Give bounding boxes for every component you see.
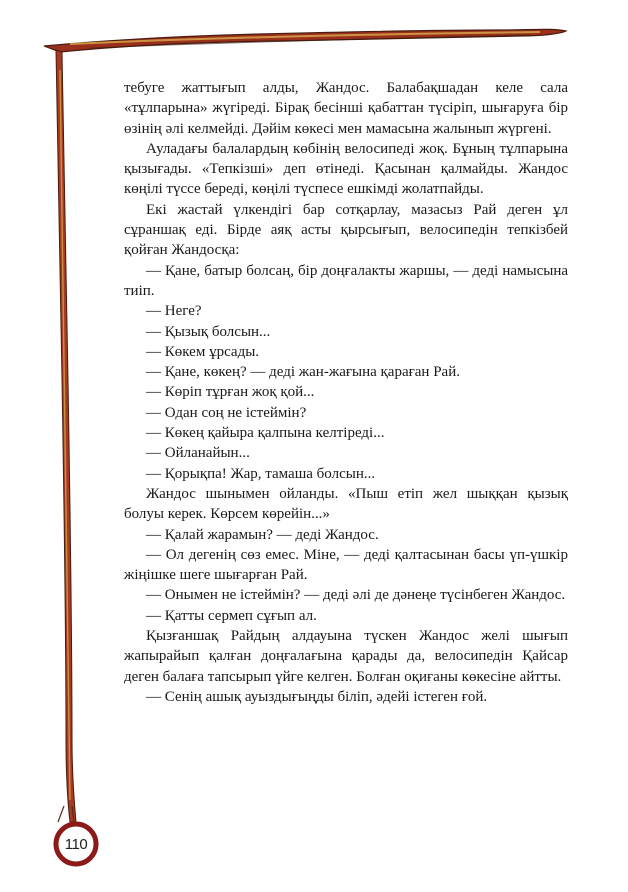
dialog-line: — Неге? xyxy=(146,303,202,320)
dialog-line: — Көкең қайыра қалпына келтіреді... xyxy=(146,425,385,442)
dialog-line: — Сенің ашық ауыздығыңды біліп, әдейі істеген ғой. xyxy=(146,688,488,705)
dialog-line: — Қане, көкең? — деді жан-жағына қараған Рай. xyxy=(146,364,460,381)
dialog-line: — Одан соң не істеймін? xyxy=(146,404,307,421)
page-text xyxy=(124,78,568,707)
dialog-line: — Онымен не істеймін? — деді әлі де дәнеңе түсінбеген Жандос. xyxy=(146,587,566,604)
dialog-line: — Қатты сермеп сұғып ал. xyxy=(146,607,317,624)
dialog-line: — Көріп тұрған жоқ қой... xyxy=(146,384,315,401)
dialog-line: — Қорықпа! Жар, тамаша болсын... xyxy=(146,465,376,482)
paragraph: Қызғаншақ Райдың алдауына түскен Жандос желі шығып жапырайып қалған доңғалағына қарады да, велосипедін Қайсар деген балаға тапсырып үйге келген. Болған оқиғаны көкесіне айтты. xyxy=(124,628,568,685)
dialog-line: — Қалай жарамын? — деді Жандос. xyxy=(146,526,379,543)
top-brush-stroke xyxy=(44,29,566,52)
paragraph: Ауладағы балалардың көбінің велосипеді жоқ. Бұның тұлпарына қызығады. «Тепкізші» деп өтінеді. Қасынан қалмайды. Жандос көңілі түссе береді, көңілі түспесе ешкімді жолатпайды. xyxy=(124,140,568,198)
dialog-line: — Қане, батыр болсаң, бір доңғалакты жаршы, — деді намысына тиіп. xyxy=(124,262,568,299)
page-number-badge xyxy=(54,822,98,866)
left-brush-stroke xyxy=(56,50,76,822)
paragraph: Жандос шынымен ойланды. «Пыш етіп жел шыққан қызық болуы керек. Көрсем көрейін...» xyxy=(124,485,568,523)
dialog-line: — Қызық болсын... xyxy=(146,323,271,340)
paragraph: тебуге жаттығып алды, Жандос. Балабақшадан келе сала «тұлпарына» жүгіреді. Бірақ бесінші қабаттан түсіріп, шығаруға бір өзінің әлі келмейді. Дәйім көкесі мен мамасына жалынып жүргені. xyxy=(124,80,568,137)
dialog-line: — Көкем ұрсады. xyxy=(146,343,260,360)
paragraph: Екі жастай үлкендігі бар сотқарлау, мазасыз Рай деген ұл сұраншақ еді. Бірде аяқ асты қырсығып, велосипедін тепкізбей қойған Жандосқа: xyxy=(124,201,568,259)
dialog-line: — Ол дегенің сөз емес. Міне, — деді қалтасынан басы үп-үшкір жіңішке шеге шығарған Рай. xyxy=(124,546,568,584)
page-number: 110 xyxy=(64,835,88,853)
dialog-line: — Ойланайын... xyxy=(146,445,250,462)
